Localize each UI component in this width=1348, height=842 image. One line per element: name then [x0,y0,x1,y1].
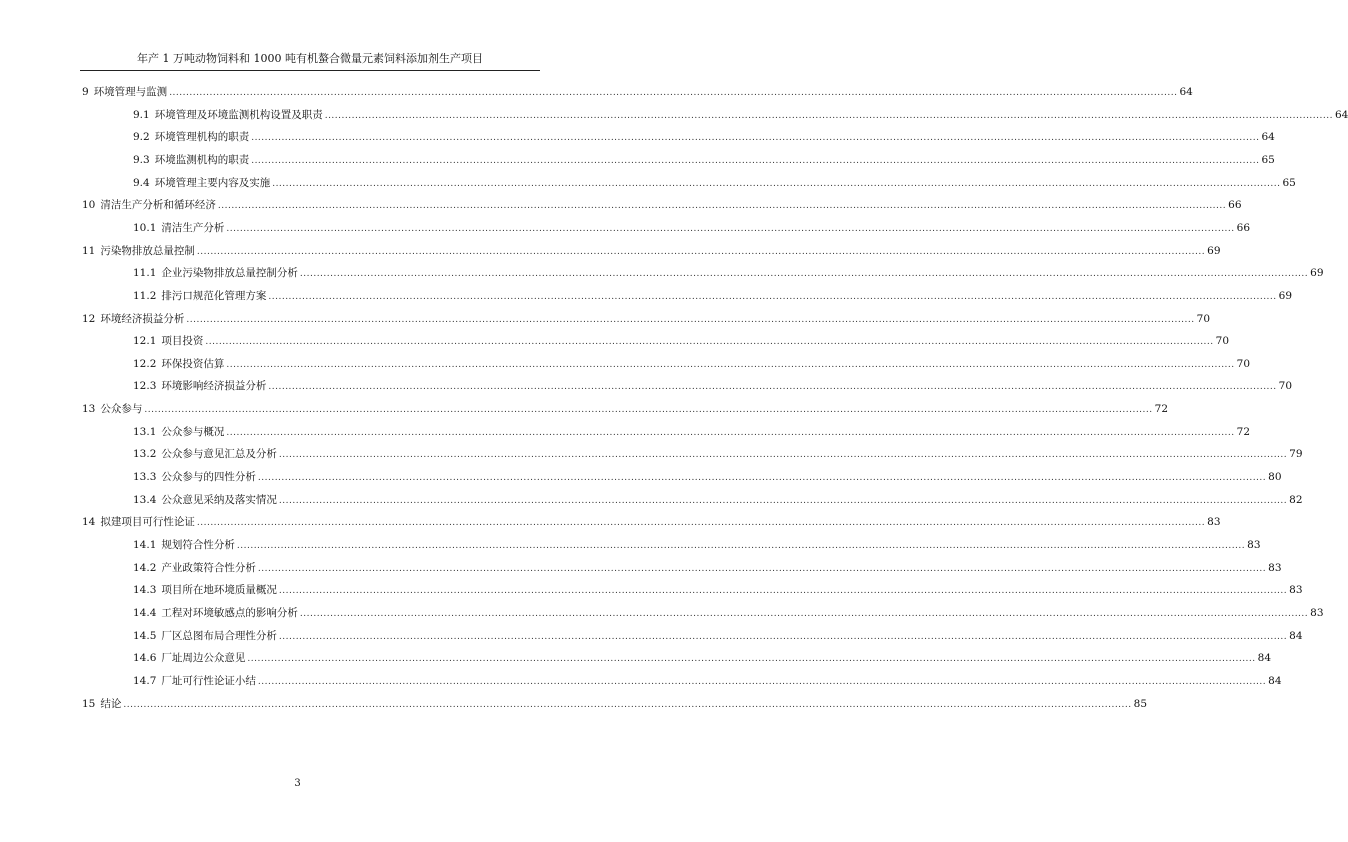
toc-entry[interactable] [133,106,1348,124]
toc-entry-page: 72 [1236,425,1251,438]
toc-dot-leader: ............................................................................................................................................................................................................................................................................................................ [226,427,1235,438]
toc-entry-label [133,468,256,486]
toc-entry-label [82,242,195,260]
toc-entry-title: 环保投资估算 [161,357,225,370]
toc-dot-leader: ............................................................................................................................................................................................................................................................................................................ [268,291,1277,302]
toc-entry-label [133,536,235,554]
toc-dot-leader: ............................................................................................................................................................................................................................................................................................................ [272,178,1281,189]
toc-entry-page: 69 [1310,267,1324,280]
toc-entry[interactable] [133,151,1275,169]
toc-entry-page: 84 [1257,652,1272,665]
toc-entry-label [133,219,224,237]
toc-entry-number: 15 [82,697,96,710]
toc-entry-page: 83 [1207,516,1221,529]
toc-dot-leader: ............................................................................................................................................................................................................................................................................................................ [196,246,1206,257]
toc-entry-page: 79 [1289,448,1303,461]
toc-entry-label [82,400,142,418]
toc-entry-number: 13.1 [133,425,157,438]
toc-entry-label [133,106,323,124]
toc-dot-leader: ............................................................................................................................................................................................................................................................................................................ [236,541,1246,551]
toc-dot-leader: ............................................................................................................................................................................................................................................................................................................ [324,110,1333,121]
toc-entry-label [82,196,216,214]
toc-entry-title: 产业政策符合性分析 [161,561,256,574]
toc-entry-number: 13 [82,403,96,416]
toc-entry-label [133,377,266,395]
toc-entry-page: 65 [1261,153,1275,166]
toc-entry-page: 83 [1310,606,1324,619]
toc-entry-label [133,627,277,645]
toc-entry-title: 清洁生产分析 [161,221,225,234]
toc-dot-leader: ............................................................................................................................................................................................................................................................................................................ [257,473,1267,484]
toc-entry[interactable] [82,242,1221,260]
toc-entry-number: 12.3 [133,380,157,393]
toc-dot-leader: ............................................................................................................................................................................................................................................................................................................ [196,518,1206,529]
toc-entry-number: 9.1 [133,108,150,121]
toc-entry[interactable] [82,83,1193,101]
toc-entry[interactable] [82,196,1242,214]
toc-entry-number: 14.1 [133,539,157,551]
toc-entry-number: 9.4 [133,176,150,189]
toc-entry-title: 污染物排放总量控制 [100,244,195,257]
toc-entry[interactable] [133,264,1324,282]
toc-entry-page: 69 [1207,244,1221,257]
toc-dot-leader: ............................................................................................................................................................................................................................................................................................................ [247,654,1256,665]
toc-dot-leader: ............................................................................................................................................................................................................................................................................................................ [205,337,1214,348]
toc-entry-page: 83 [1268,561,1282,574]
toc-entry-page: 70 [1278,380,1293,393]
toc-entry-label [133,445,277,463]
toc-entry-label [82,310,184,328]
toc-entry-title: 环境影响经济损益分析 [161,380,267,393]
toc-dot-leader: ............................................................................................................................................................................................................................................................................................................ [278,631,1288,642]
toc-dot-leader: ............................................................................................................................................................................................................................................................................................................ [278,450,1288,461]
toc-entry-number: 11.2 [133,289,157,302]
toc-entry-title: 拟建项目可行性论证 [100,516,195,529]
toc-entry-number: 11.1 [133,267,157,280]
toc-entry-number: 14.3 [133,584,157,597]
toc-dot-leader: ............................................................................................................................................................................................................................................................................................................ [186,314,1195,325]
toc-entry-number: 10.1 [133,221,157,234]
toc-entry[interactable] [82,400,1169,418]
toc-entry-label [82,513,195,531]
toc-entry-title: 厂址可行性论证小结 [161,674,256,687]
toc-entry-title: 项目所在地环境质量概况 [161,584,277,597]
toc-dot-leader: ............................................................................................................................................................................................................................................................................................................ [144,405,1153,416]
toc-entry-title: 排污口规范化管理方案 [161,289,267,302]
toc-entry-title: 厂区总图布局合理性分析 [161,629,277,642]
toc-dot-leader: ............................................................................................................................................................................................................................................................................................................ [169,88,1178,98]
toc-entry-label [133,649,245,667]
toc-dot-leader: ............................................................................................................................................................................................................................................................................................................ [268,382,1277,393]
toc-entry-label [133,128,249,146]
toc-entry[interactable] [133,672,1282,690]
toc-entry-title: 厂址周边公众意见 [161,652,246,665]
toc-dot-leader: ............................................................................................................................................................................................................................................................................................................ [257,676,1267,687]
toc-entry-number: 14.6 [133,652,157,665]
toc-entry-page: 72 [1154,403,1169,416]
toc-entry-title: 环境管理主要内容及实施 [154,176,271,189]
toc-entry-title: 项目投资 [161,335,204,348]
toc-entry-label [133,491,277,509]
toc-entry[interactable] [133,355,1251,373]
toc-entry-title: 公众参与 [100,403,143,416]
toc-entry-page: 80 [1268,471,1282,484]
toc-entry[interactable] [133,581,1303,599]
toc-entry-label [82,83,167,101]
toc-entry-number: 9.3 [133,153,150,166]
toc-entry[interactable] [133,445,1303,463]
toc-entry-number: 9 [82,86,89,98]
toc-entry[interactable] [133,332,1230,350]
toc-entry[interactable] [133,423,1251,441]
toc-dot-leader: ............................................................................................................................................................................................................................................................................................................ [123,699,1132,710]
toc-entry-page: 66 [1236,221,1251,234]
toc-dot-leader: ............................................................................................................................................................................................................................................................................................................ [226,359,1235,370]
toc-entry-label [133,174,270,192]
toc-entry[interactable] [133,627,1303,645]
toc-entry-page: 85 [1133,697,1148,710]
running-header: 年产 1 万吨动物饲料和 1000 吨有机螯合微量元素饲料添加剂生产项目 [137,52,483,65]
toc-entry[interactable] [133,174,1296,192]
toc-dot-leader: ............................................................................................................................................................................................................................................................................................................ [299,269,1309,280]
toc-dot-leader: ............................................................................................................................................................................................................................................................................................................ [299,608,1309,619]
toc-entry[interactable] [82,310,1211,328]
toc-entry-number: 9.2 [133,131,150,144]
toc-entry[interactable] [133,604,1324,622]
toc-entry-page: 64 [1334,108,1348,121]
toc-entry[interactable] [133,491,1303,509]
toc-entry-number: 12.2 [133,357,157,370]
toc-entry-number: 14.4 [133,606,157,619]
toc-entry-number: 12 [82,312,96,325]
toc-entry-title: 环境管理机构的职责 [154,131,250,144]
toc-entry-label [133,559,256,577]
toc-entry-title: 工程对环境敏感点的影响分析 [161,606,298,619]
toc-entry-title: 公众参与的四性分析 [161,471,256,484]
toc-dot-leader: ............................................................................................................................................................................................................................................................................................................ [217,201,1227,212]
toc-dot-leader: ............................................................................................................................................................................................................................................................................................................ [278,495,1288,506]
toc-entry[interactable] [133,468,1282,486]
toc-entry[interactable] [82,695,1148,713]
toc-dot-leader: ............................................................................................................................................................................................................................................................................................................ [257,563,1267,574]
toc-entry[interactable] [133,536,1261,554]
toc-entry-label [133,672,256,690]
toc-entry-page: 70 [1196,312,1211,325]
page-number: 3 [294,778,301,789]
toc-entry[interactable] [133,219,1251,237]
toc-entry-page: 83 [1289,584,1303,597]
toc-entry-title: 清洁生产分析和循环经济 [100,199,216,212]
toc-entry[interactable] [82,513,1221,531]
toc-entry-label [133,604,298,622]
toc-entry-number: 14.2 [133,561,157,574]
toc-entry-label [133,151,249,169]
toc-entry-page: 64 [1179,86,1193,98]
toc-entry-number: 13.4 [133,493,157,506]
toc-entry-number: 12.1 [133,335,157,348]
toc-entry-number: 14.7 [133,674,157,687]
toc-entry-number: 13.2 [133,448,157,461]
toc-entry[interactable] [133,559,1282,577]
toc-entry[interactable] [133,287,1293,305]
toc-dot-leader: ............................................................................................................................................................................................................................................................................................................ [226,223,1235,234]
toc-entry-label [133,581,277,599]
toc-entry-page: 70 [1215,335,1230,348]
toc-entry-page: 66 [1228,199,1242,212]
toc-dot-leader: ............................................................................................................................................................................................................................................................................................................ [278,586,1288,597]
toc-entry-number: 13.3 [133,471,157,484]
toc-entry-title: 企业污染物排放总量控制分析 [161,267,298,280]
toc-entry-title: 公众参与概况 [161,425,225,438]
toc-entry-title: 环境管理及环境监测机构设置及职责 [154,108,323,121]
toc-entry-page: 82 [1289,493,1303,506]
toc-entry-label [133,264,298,282]
toc-entry[interactable] [133,377,1293,395]
toc-entry-label [82,695,121,713]
toc-entry-title: 结论 [100,697,122,710]
toc-entry-number: 14 [82,516,96,529]
toc-entry-page: 83 [1247,539,1261,551]
toc-entry-title: 公众意见采纳及落实情况 [161,493,277,506]
toc-entry-page: 84 [1268,674,1282,687]
toc-entry-number: 10 [82,199,96,212]
toc-entry-label [133,355,224,373]
toc-entry-title: 规划符合性分析 [161,539,235,551]
toc-dot-leader: ............................................................................................................................................................................................................................................................................................................ [251,133,1260,144]
toc-entry-title: 环境监测机构的职责 [154,153,250,166]
toc-dot-leader: ............................................................................................................................................................................................................................................................................................................ [251,155,1260,166]
toc-entry-number: 11 [82,244,96,257]
toc-entry-page: 84 [1289,629,1303,642]
toc-entry-title: 公众参与意见汇总及分析 [161,448,277,461]
toc-entry[interactable] [133,649,1272,667]
toc-entry-label [133,423,224,441]
toc-entry-page: 65 [1282,176,1296,189]
toc-entry-page: 70 [1236,357,1251,370]
toc-entry-page: 69 [1278,289,1293,302]
toc-entry-label [133,287,266,305]
toc-entry-title: 环境经济损益分析 [100,312,185,325]
toc-entry-page: 64 [1261,131,1275,144]
toc-entry[interactable] [133,128,1275,146]
toc-entry-title: 环境管理与监测 [93,86,168,98]
toc-entry-label [133,332,203,350]
toc-entry-number: 14.5 [133,629,157,642]
